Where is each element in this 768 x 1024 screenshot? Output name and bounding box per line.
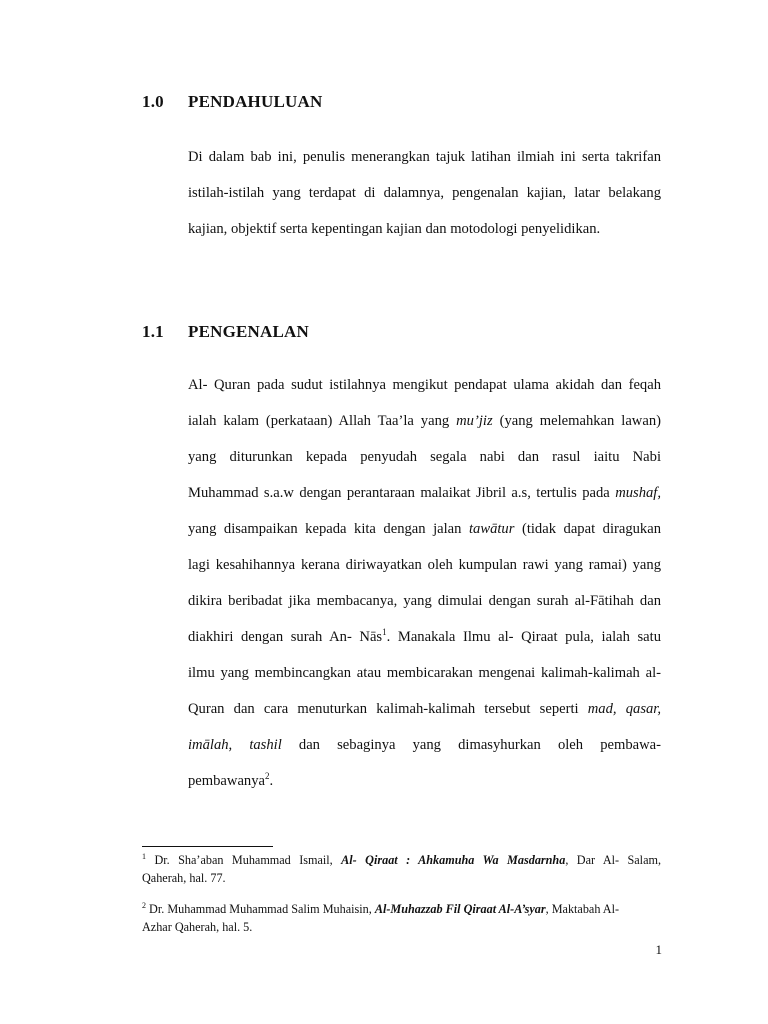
footnote-separator — [142, 846, 273, 847]
text-run: Quran dan cara menuturkan kalimah-kalimah tersebut seperti — [188, 701, 579, 717]
italic-term: tashil — [249, 737, 282, 753]
text-run: (tidak dapat diragukan — [521, 521, 661, 537]
section-heading-pengenalan — [142, 322, 309, 342]
footnote-title: Al- Qiraat : Ahkamuha Wa Masdarnha — [341, 853, 566, 867]
text-run: diakhiri dengan surah An- Nās — [188, 629, 383, 645]
footnote-line: Azhar Qaherah, hal. 5. — [142, 920, 253, 934]
footnote-line — [142, 900, 661, 918]
text-run: (yang melemahkan lawan) — [499, 413, 661, 429]
paragraph-line — [188, 403, 661, 439]
paragraph-line — [188, 511, 661, 547]
footnote-author: Dr. Sha’aban Muhammad Ismail, — [154, 853, 333, 867]
italic-term: mu’jiz — [456, 413, 493, 429]
paragraph-line: Al- Quran pada sudut istilahnya mengikut pendapat ulama akidah dan feqah — [188, 377, 661, 393]
section-title: PENDAHULUAN — [188, 92, 323, 111]
section-title: PENGENALAN — [188, 322, 310, 341]
italic-term: qasar, — [625, 701, 662, 717]
footnote-publisher: , Dar Al- Salam, — [565, 853, 662, 867]
italic-term: mad, — [587, 701, 617, 717]
paragraph-line: istilah-istilah yang terdapat di dalamnya, pengenalan kajian, latar belakang — [188, 185, 661, 201]
footnote-mark: 2 — [142, 901, 146, 910]
paragraph-line: lagi kesahihannya kerana diriwayatkan oleh kumpulan rawi yang ramai) yang — [188, 557, 661, 573]
section-number: 1.1 — [142, 322, 164, 341]
text-run: dan sebaginya yang dimasyhurkan oleh pembawa- — [298, 737, 661, 753]
paragraph-pendahuluan — [188, 139, 661, 247]
text-run: ialah kalam (perkataan) Allah Taa’la yang — [188, 413, 450, 429]
footnote-2 — [142, 900, 661, 936]
footnote-line: Qaherah, hal. 77. — [142, 871, 226, 885]
text-run: pembawanya — [188, 773, 265, 789]
paragraph-line: kajian, objektif serta kepentingan kajian dan motodologi penyelidikan. — [188, 221, 601, 237]
text-run: Muhammad s.a.w dengan perantaraan malaikat Jibril a.s, tertulis pada — [188, 485, 610, 501]
paragraph-pengenalan — [188, 367, 661, 799]
italic-term: mushaf, — [615, 485, 661, 501]
footnote-line — [142, 851, 661, 869]
footnote-publisher: , Maktabah Al- — [545, 902, 620, 916]
text-run: yang disampaikan kepada kita dengan jalan — [188, 521, 462, 537]
paragraph-line — [188, 691, 661, 727]
paragraph-line — [188, 475, 661, 511]
paragraph-line — [188, 619, 661, 655]
footnote-title: Al-Muhazzab Fil Qiraat Al-A’syar — [374, 902, 546, 916]
footnote-1 — [142, 851, 661, 887]
italic-term: imālah, — [188, 737, 233, 753]
paragraph-line — [188, 763, 661, 799]
paragraph-line: yang diturunkan kepada penyudah segala nabi dan rasul iaitu Nabi — [188, 449, 661, 465]
text-run: . Manakala Ilmu al- Qiraat pula, ialah satu — [386, 629, 661, 645]
paragraph-line: ilmu yang membincangkan atau membicarakan mengenai kalimah-kalimah al- — [188, 665, 661, 681]
paragraph-line — [188, 727, 661, 763]
italic-term: tawātur — [469, 521, 515, 537]
footnote-ref-2[interactable]: 2 — [265, 771, 270, 781]
paragraph-line: Di dalam bab ini, penulis menerangkan tajuk latihan ilmiah ini serta takrifan — [188, 149, 661, 165]
footnote-mark: 1 — [142, 852, 146, 861]
paragraph-line: dikira beribadat jika membacanya, yang dimulai dengan surah al-Fātihah dan — [188, 593, 661, 609]
section-heading-pendahuluan — [142, 92, 322, 112]
footnote-ref-1[interactable]: 1 — [382, 627, 387, 637]
footnote-author: Dr. Muhammad Muhammad Salim Muhaisin, — [149, 902, 372, 916]
page-number: 1 — [655, 942, 662, 957]
text-run: . — [269, 773, 274, 789]
section-number: 1.0 — [142, 92, 164, 111]
